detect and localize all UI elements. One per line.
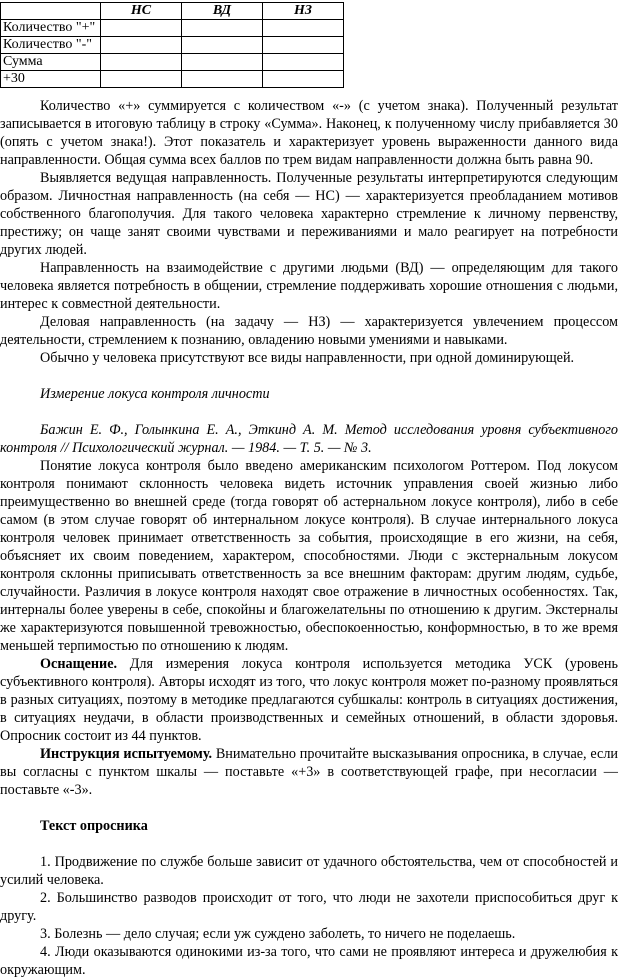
table-row (1, 71, 344, 88)
table-cell (101, 20, 182, 37)
paragraph-locus-concept: Понятие локуса контроля было введено американским психологом Роттером. Под локусом контроля понимают склонность человека видеть источник управления своей жизнью либо преимущественно во внешней среде (тогда говорят об астернальном локусе контроля), либо в себе самом (в этом случае говорят об интернальном локусе контроля). В случае интернального локуса контроля человек принимает ответственность за события, происходящие в его жизни, на себя, объясняет их своим поведением, характером, способностями. Люди с экстернальным локусом контроля склонны приписывать ответственность за все внешним факторам: другим людям, судьбе, случайности. Различия в локусе контроля находят свое отражение в личностных особенностях. Так, интерналы более уверены в себе, спокойны и благожелательны по отношению к другим. Экстерналы же характеризуются повышенной тревожностью, обеспокоенностью, конформностью, в то же время меньшей терпимостью по отношению к людям. (0, 458, 618, 654)
table-header-vd: ВД (182, 3, 263, 20)
table-header-ns: НС (101, 3, 182, 20)
question-item: 4. Люди оказываются одинокими из-за того, что сами не проявляют интереса и дружелюбия к окружающим. (0, 944, 618, 978)
table-header-row (1, 3, 344, 20)
table-cell (182, 20, 263, 37)
citation: Бажин Е. Ф., Голынкина Е. А., Эткинд А. М. Метод исследования уровня субъективного контроля // Психологический журнал. — 1984. — Т. 5. — № 3. (0, 422, 618, 456)
table-cell (101, 37, 182, 54)
paragraph-summation: Количество «+» суммируется с количеством «-» (с учетом знака). Полученный результат записывается в итоговую таблицу в строку «Сумма». Наконец, к полученному числу прибавляется 30 (опять с учетом знака!). Этот показатель и характеризует уровень выраженности данного вида направленности. Общая сумма всех баллов по трем видам направленности должна быть равна 90. (0, 98, 618, 168)
table-cell (101, 54, 182, 71)
table-row-label: Количество "-" (1, 37, 101, 54)
table-cell (263, 71, 344, 88)
table-header-nz: НЗ (263, 3, 344, 20)
table-cell (182, 37, 263, 54)
questionnaire-title: Текст опросника (40, 818, 148, 834)
paragraph-interaction-direction: Направленность на взаимодействие с другими людьми (ВД) — определяющим для такого человека является потребность в общении, стремление поддерживать хорошие отношения с людьми, интерес к совместной деятельности. (0, 260, 618, 312)
paragraph-all-directions: Обычно у человека присутствуют все виды направленности, при одной доминирующей. (40, 350, 575, 366)
table-cell (182, 54, 263, 71)
equipment-label: Оснащение. (40, 656, 118, 672)
table-row (1, 54, 344, 71)
question-item: 2. Большинство разводов происходит от того, что люди не захотели приспособиться друг к другу. (0, 890, 618, 924)
instruction-text: Внимательно прочитайте высказывания опросника, в случае, если вы согласны с пунктом шкалы — поставьте «+3» в соответствующей графе, при несогласии — поставьте «-3». (0, 746, 618, 798)
body-text (0, 97, 618, 979)
table-cell (263, 20, 344, 37)
table-cell (101, 71, 182, 88)
table-row-label: Сумма (1, 54, 101, 71)
equipment-text: Для измерения локуса контроля используется методика УСК (уровень субъективного контроля). Авторы исходят из того, что локус контроля может по-разному проявляться в разных ситуациях, поэтому в методике предлагаются субшкалы: контроль в ситуациях достижения, в ситуациях неудачи, в области производственных и семейных отношений, в области здоровья. Опросник состоит из 44 пунктов. (0, 656, 618, 744)
paragraph-business-direction: Деловая направленность (на задачу — НЗ) — характеризуется увлечением процессом деятельности, стремлением к познанию, овладению новыми умениями и навыками. (0, 314, 618, 348)
table-cell (263, 54, 344, 71)
paragraph-equipment (0, 655, 618, 745)
paragraph-instruction (0, 745, 618, 799)
table-row-label: Количество "+" (1, 20, 101, 37)
table-row-label: +30 (1, 71, 101, 88)
question-item: 3. Болезнь — дело случая; если уж суждено заболеть, то ничего не поделаешь. (40, 926, 516, 942)
paragraph-leading-direction: Выявляется ведущая направленность. Полученные результаты интерпретируются следующим образом. Личностная направленность (на себя — НС) — характеризуется преобладанием мотивов собственного благополучия. Для такого человека характерно стремление к личному первенству, престижу; он чаще занят своими чувствами и переживаниями и мало реагирует на потребности других людей. (0, 170, 618, 258)
direction-score-table (0, 2, 344, 88)
instruction-label: Инструкция испытуемому. (40, 746, 213, 762)
table-row (1, 20, 344, 37)
table-row (1, 37, 344, 54)
question-item: 1. Продвижение по службе больше зависит от удачного обстоятельства, чем от способностей и усилий человека. (0, 854, 618, 888)
table-cell (182, 71, 263, 88)
section-title: Измерение локуса контроля личности (40, 386, 270, 402)
table-header-empty (1, 3, 101, 20)
table-cell (263, 37, 344, 54)
